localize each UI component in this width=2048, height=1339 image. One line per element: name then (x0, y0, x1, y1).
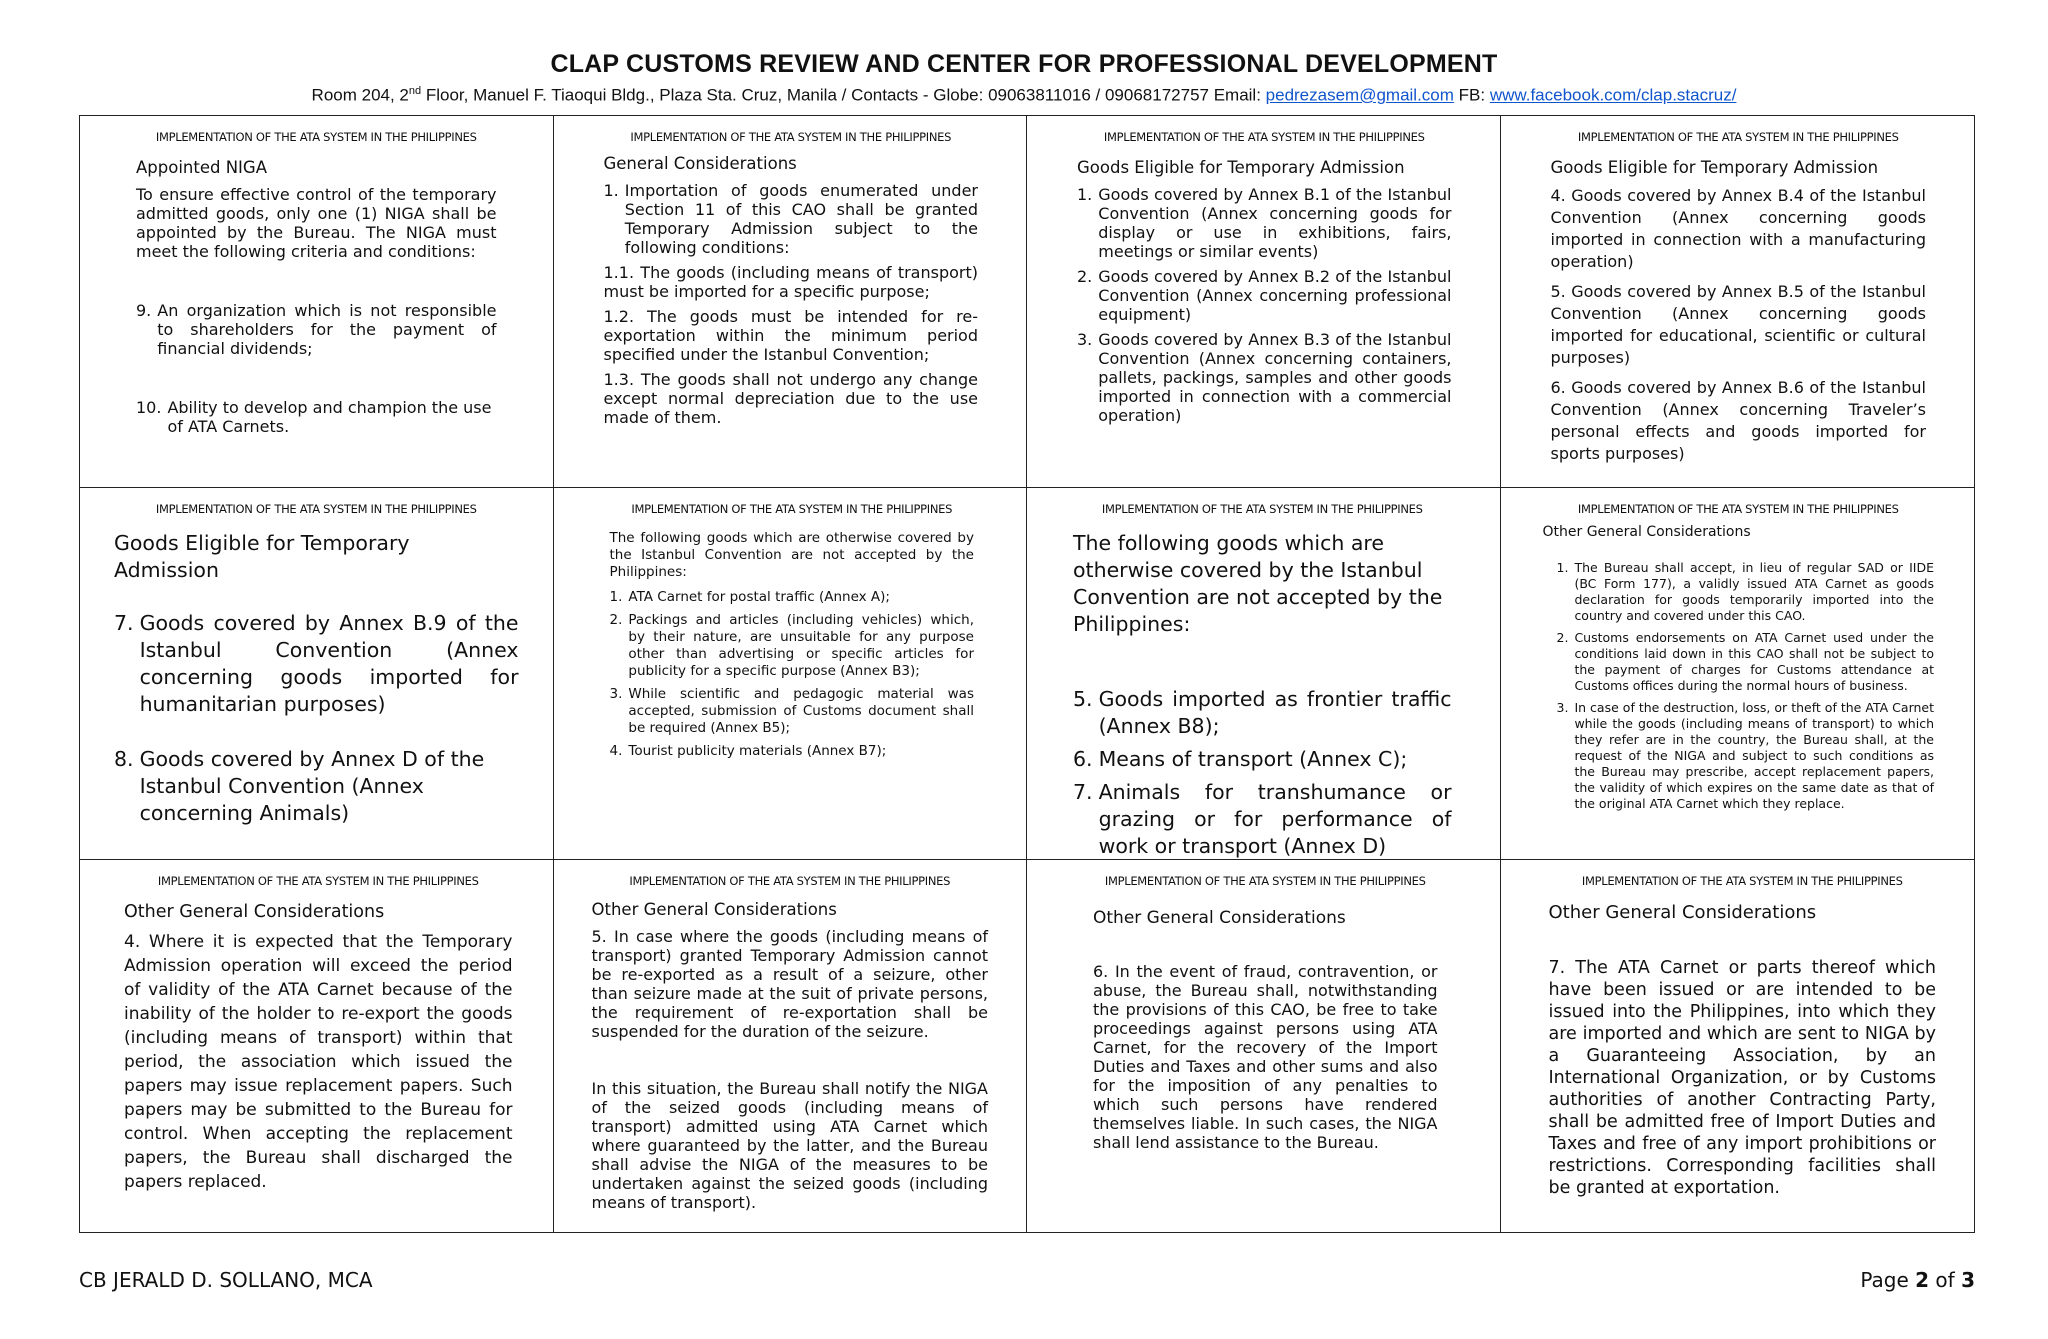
item-text: Goods imported as frontier traffic (Annex B8); (1098, 687, 1452, 738)
document-title: CLAP CUSTOMS REVIEW AND CENTER FOR PROFESSIONAL DEVELOPMENT (550, 50, 1498, 78)
cell-paragraph: The following goods which are otherwise covered by the Istanbul Convention are not accepted by the Philippines: (1073, 531, 1443, 636)
list-item (1077, 267, 1452, 324)
cell-not-accepted-1 (554, 488, 1028, 860)
cell-subhead: Other General Considerations (591, 900, 837, 919)
cell-subhead: Other General Considerations (124, 902, 385, 922)
cell-other-considerations-4 (1027, 860, 1501, 1232)
slides-grid (79, 115, 1975, 1233)
cell-goods-eligible-2 (1501, 116, 1975, 488)
cell-other-considerations-1 (1501, 488, 1975, 860)
condition-1-3: 1.3. The goods shall not undergo any change except normal depreciation due to the use made of them. (603, 370, 978, 427)
not-accepted-list (1073, 686, 1452, 860)
cell-other-considerations-5 (1501, 860, 1975, 1232)
condition-1-1: 1.1. The goods (including means of transport) must be imported for a specific purpose; (603, 263, 978, 301)
page-total: 3 (1961, 1268, 1975, 1292)
page-number (1860, 1268, 1975, 1292)
cell-subhead: Other General Considerations (1542, 524, 1751, 540)
item-number: 1. (609, 589, 623, 605)
list-item (136, 398, 497, 436)
list-item (114, 610, 519, 718)
cell-header: IMPLEMENTATION OF THE ATA SYSTEM IN THE PHILIPPINES (631, 502, 953, 516)
list-item (610, 612, 975, 680)
item-text: ATA Carnet for postal traffic (Annex A); (628, 589, 890, 605)
list-item (1073, 746, 1452, 773)
considerations-list (1543, 560, 1935, 812)
item-text: Goods covered by Annex B.3 of the Istanbul Convention (Annex concerning containers, pallets, packings, samples and other goods imported in connection with a commercial operation) (1098, 330, 1452, 425)
goods-item-4: 4. Goods covered by Annex B.4 of the Istanbul Convention (Annex concerning goods imported in connection with a manufacturing operation) (1550, 186, 1926, 271)
cell-goods-eligible-3 (80, 488, 554, 860)
item-text: In case of the destruction, loss, or theft of the ATA Carnet while the goods (including means of transport) to which they refer are in the country, the Bureau shall, at the request of the NIGA and subject to such conditions as the Bureau may prescribe, accept replacement papers, the validity of which expires on the same date as that of the original ATA Carnet which they replace. (1574, 700, 1934, 811)
document-header (0, 50, 2048, 106)
cell-subhead: Goods Eligible for Temporary Admission (114, 531, 410, 582)
list-item (1557, 700, 1935, 812)
list-item (1557, 560, 1935, 624)
address-superscript: nd (408, 85, 422, 97)
cell-header: IMPLEMENTATION OF THE ATA SYSTEM IN THE PHILIPPINES (1101, 502, 1423, 516)
cell-header: IMPLEMENTATION OF THE ATA SYSTEM IN THE PHILIPPINES (630, 130, 952, 144)
page-label: Page (1860, 1268, 1916, 1292)
item-text: Animals for transhumance or grazing or for performance of work or transport (Annex D) (1098, 780, 1452, 858)
notify-paragraph: In this situation, the Bureau shall notify the NIGA of the seized goods (including means of transport) admitted using ATA Carnet which where guaranteed by the latter, and the Bureau shall advise the NIGA of the measures to be undertaken against the seized goods (including means of transport). (591, 1079, 988, 1212)
facebook-link[interactable]: www.facebook.com/clap.stacruz/ (1489, 85, 1737, 105)
list-item (610, 589, 975, 606)
list-item (604, 181, 979, 257)
cell-subhead: Other General Considerations (1093, 908, 1346, 928)
list-item (114, 746, 519, 827)
list-item (1073, 686, 1452, 740)
not-accepted-list (610, 589, 975, 760)
page-current: 2 (1915, 1268, 1930, 1292)
goods-item-5: 5. Goods covered by Annex B.5 of the Istanbul Convention (Annex concerning goods imported for educational, scientific or cultural purposes) (1550, 282, 1926, 367)
cell-header: IMPLEMENTATION OF THE ATA SYSTEM IN THE PHILIPPINES (1581, 874, 1903, 888)
cell-other-considerations-2 (80, 860, 554, 1232)
list-item (610, 743, 975, 760)
item-number: 1. (1556, 560, 1569, 575)
cell-header: IMPLEMENTATION OF THE ATA SYSTEM IN THE PHILIPPINES (1577, 502, 1899, 516)
cell-header: IMPLEMENTATION OF THE ATA SYSTEM IN THE PHILIPPINES (629, 874, 951, 888)
item-text: Means of transport (Annex C); (1098, 747, 1408, 771)
list-item (1073, 779, 1452, 860)
cell-subhead: Other General Considerations (1548, 902, 1817, 923)
cell-paragraph: 4. Where it is expected that the Temporary Admission operation will exceed the period of validity of the ATA Carnet because of the inability of the holder to re-export the goods (including means of transport) within that period, the association which issued the papers may issue replacement papers. Such papers may be submitted to the Bureau for control. When accepting the replacement papers, the Bureau shall discharged the papers replaced. (124, 932, 513, 1192)
item-number: 1. (1077, 185, 1093, 204)
goods-item-6: 6. Goods covered by Annex B.6 of the Istanbul Convention (Annex concerning Traveler’s personal effects and goods imported for sports purposes) (1550, 378, 1926, 463)
list-item (136, 301, 497, 358)
of-label: of (1929, 1268, 1962, 1292)
item-number: 2. (1077, 267, 1093, 286)
item-number: 4. (609, 743, 623, 759)
item-text: Goods covered by Annex D of the Istanbul Convention (Annex concerning Animals) (139, 747, 485, 825)
item-text: Ability to develop and champion the use of ATA Carnets. (167, 398, 492, 436)
item-number: 2. (609, 612, 623, 628)
item-text: Goods covered by Annex B.1 of the Istanbul Convention (Annex concerning goods for display or use in exhibitions, fairs, meetings or similar events) (1098, 185, 1452, 261)
item-number: 5. (1073, 687, 1093, 711)
item-text: Importation of goods enumerated under Section 11 of this CAO shall be granted Temporary Admission subject to the following conditions: (624, 181, 978, 257)
conditions-list (604, 181, 979, 257)
cell-paragraph: 6. In the event of fraud, contravention, or abuse, the Bureau shall, notwithstanding the provisions of this CAO, be free to take proceedings against persons using ATA Carnet, for the recovery of the Import Duties and Taxes and other sums and also for the imposition of any penalties to which such persons have rendered themselves liable. In such cases, the NIGA shall lend assistance to the Bureau. (1093, 962, 1438, 1152)
fb-label: FB: (1453, 85, 1490, 105)
list-item (1077, 330, 1452, 425)
address-contacts: Floor, Manuel F. Tiaoqui Bldg., Plaza Sta. Cruz, Manila / Contacts - Globe: 09063811016 / 09068172757 Email: (421, 85, 1266, 105)
cell-other-considerations-3 (554, 860, 1028, 1232)
item-text: An organization which is not responsible to shareholders for the payment of financial dividends; (157, 301, 497, 358)
item-number: 3. (1556, 700, 1569, 715)
item-number: 10. (136, 398, 162, 417)
item-text: Tourist publicity materials (Annex B7); (628, 743, 887, 759)
item-number: 7. (114, 611, 134, 635)
item-number: 3. (1077, 330, 1093, 349)
item-number: 7. (1073, 780, 1093, 804)
item-text: Packings and articles (including vehicles) which, by their nature, are unsuitable for any purpose other than advertising or specific articles for publicity for a specific purpose (Annex B3); (628, 612, 974, 679)
condition-1-2: 1.2. The goods must be intended for re-exportation within the minimum period specified under the Istanbul Convention; (603, 307, 978, 364)
cell-subhead: General Considerations (603, 154, 797, 173)
cell-appointed-niga (80, 116, 554, 488)
cell-header: IMPLEMENTATION OF THE ATA SYSTEM IN THE PHILIPPINES (1103, 130, 1425, 144)
goods-list (1077, 185, 1452, 425)
footer-author: CB JERALD D. SOLLANO, MCA (79, 1268, 373, 1292)
seizure-paragraph: 5. In case where the goods (including means of transport) granted Temporary Admission cannot be re-exported as a result of a seizure, other than seizure made at the suit of private persons, the requirement of re-exportation shall be suspended for the duration of the seizure. (591, 927, 988, 1041)
cell-header: IMPLEMENTATION OF THE ATA SYSTEM IN THE PHILIPPINES (1104, 874, 1426, 888)
list-item (1557, 630, 1935, 694)
address-text: Room 204, 2 (311, 85, 409, 105)
contact-line (0, 85, 2048, 106)
item-text: While scientific and pedagogic material was accepted, submission of Customs document shall be required (Annex B5); (628, 686, 974, 736)
cell-paragraph: To ensure effective control of the temporary admitted goods, only one (1) NIGA shall be appointed by the Bureau. The NIGA must meet the following criteria and conditions: (136, 185, 497, 261)
cell-not-accepted-2 (1027, 488, 1501, 860)
cell-header: IMPLEMENTATION OF THE ATA SYSTEM IN THE PHILIPPINES (155, 502, 477, 516)
item-text: The Bureau shall accept, in lieu of regular SAD or IIDE (BC Form 177), a validly issued ATA Carnet as goods declaration for goods temporarily imported into the country and covered under this CAO. (1574, 560, 1934, 623)
cell-subhead: Goods Eligible for Temporary Admission (1550, 158, 1879, 177)
item-text: Goods covered by Annex B.2 of the Istanbul Convention (Annex concerning professional equipment) (1098, 267, 1452, 324)
criteria-list (136, 301, 497, 436)
cell-header: IMPLEMENTATION OF THE ATA SYSTEM IN THE PHILIPPINES (155, 130, 477, 144)
cell-paragraph: The following goods which are otherwise covered by the Istanbul Convention are not accepted by the Philippines: (609, 530, 974, 580)
cell-general-considerations (554, 116, 1028, 488)
cell-goods-eligible-1 (1027, 116, 1501, 488)
item-number: 6. (1073, 747, 1093, 771)
item-number: 2. (1556, 630, 1569, 645)
cell-header: IMPLEMENTATION OF THE ATA SYSTEM IN THE PHILIPPINES (157, 874, 479, 888)
item-number: 3. (609, 686, 623, 702)
item-number: 9. (136, 301, 152, 320)
item-text: Customs endorsements on ATA Carnet used under the conditions laid down in this CAO shall not be subject to the payment of charges for Customs attendance at Customs offices during the normal hours of business. (1574, 630, 1934, 693)
cell-subhead: Goods Eligible for Temporary Admission (1077, 158, 1405, 177)
list-item (610, 686, 975, 737)
cell-header: IMPLEMENTATION OF THE ATA SYSTEM IN THE PHILIPPINES (1577, 130, 1899, 144)
cell-subhead: Appointed NIGA (136, 158, 267, 177)
email-link[interactable]: pedrezasem@gmail.com (1265, 85, 1454, 105)
goods-list (114, 610, 519, 827)
item-text: Goods covered by Annex B.9 of the Istanbul Convention (Annex concerning goods imported for humanitarian purposes) (139, 611, 519, 716)
list-item (1077, 185, 1452, 261)
cell-paragraph: 7. The ATA Carnet or parts thereof which have been issued or are intended to be issued into the Philippines, into which they are imported and which are sent to NIGA by a Guaranteeing Association, by an International Organization, or by Customs authorities of another Contracting Party, shall be admitted free of Import Duties and Taxes and free of any import prohibitions or restrictions. Corresponding facilities shall be granted at exportation. (1548, 958, 1936, 1198)
item-number: 8. (114, 747, 134, 771)
item-number: 1. (603, 181, 619, 200)
